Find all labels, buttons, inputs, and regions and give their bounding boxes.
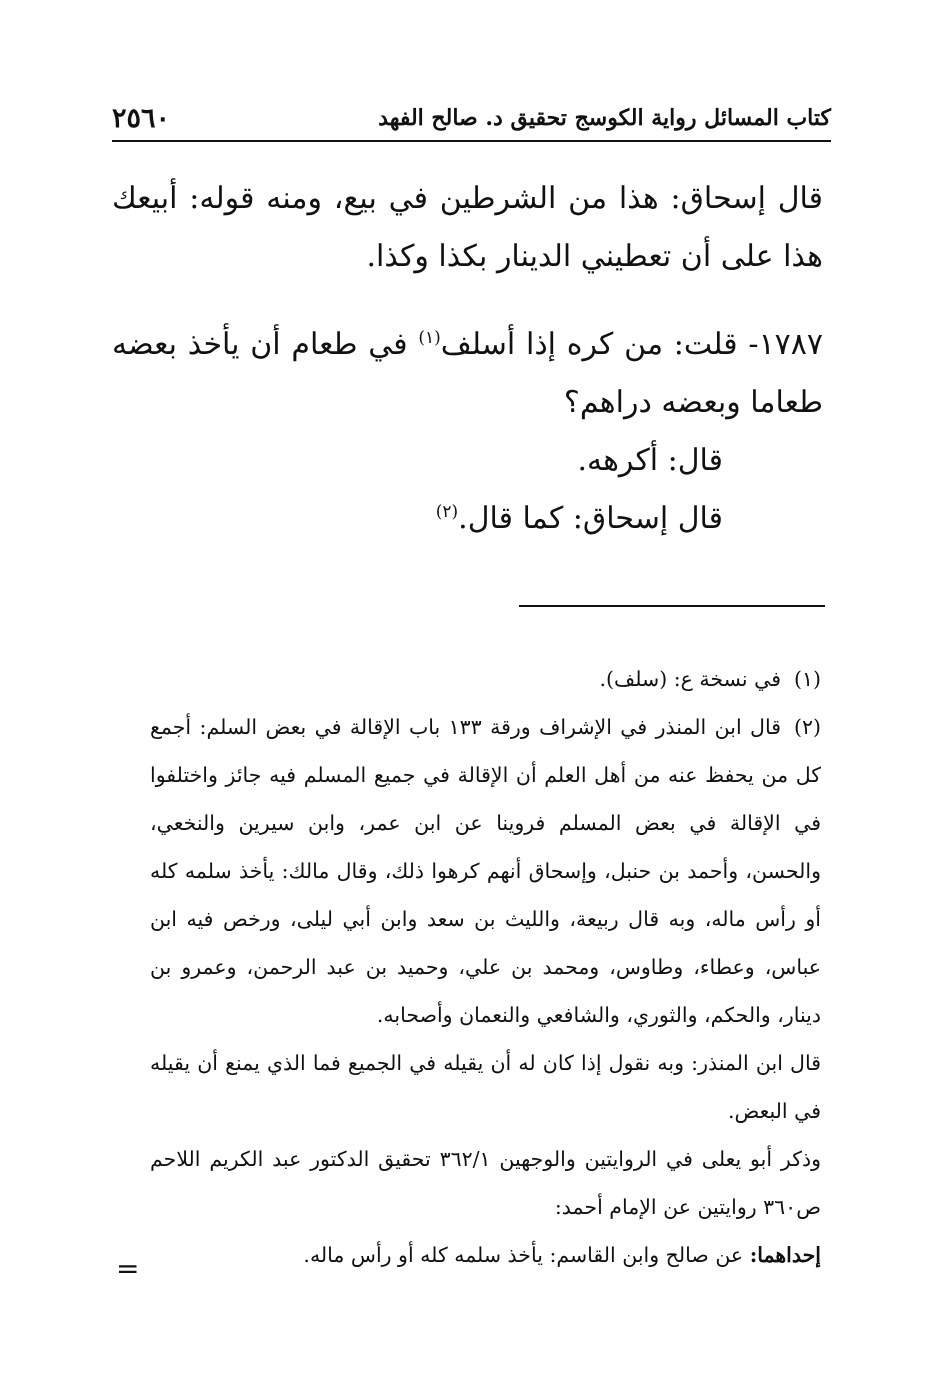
footnote-2-first-text: عن صالح وابن القاسم: يأخذ سلمه كله أو رأس ماله.: [303, 1243, 744, 1267]
page-number: ٢٥٦٠: [112, 102, 171, 134]
footnote-2-first-label: إحداهما:: [749, 1243, 821, 1267]
header-divider: [112, 140, 831, 142]
page-header: [112, 100, 831, 136]
footnotes-section: [150, 655, 821, 1279]
footnote-2-paragraph-2: قال ابن المنذر: وبه نقول إذا كان له أن يقيله في الجميع فما الذي يمنع أن يقيله في البعض.: [150, 1051, 821, 1123]
footnote-2-paragraph-4: [150, 1231, 821, 1279]
footnote-2-number: (٢): [793, 715, 821, 739]
book-title: كتاب المسائل رواية الكوسج تحقيق د. صالح الفهد: [378, 105, 831, 131]
question-text-end: في طعام أن يأخذ بعضه طعاما وبعضه دراهم؟: [112, 327, 823, 420]
main-text: [112, 170, 823, 548]
footnote-ref-2[interactable]: (٢): [435, 502, 459, 522]
ishaq-text: قال إسحاق: كما قال.: [458, 501, 723, 536]
ishaq-paragraph: قال إسحاق: هذا من الشرطين في بيع، ومنه قوله: أبيعك هذا على أن تعطيني الدينار بكذا وكذا.: [112, 181, 823, 274]
entry-1787: [112, 316, 823, 432]
footnote-divider: [519, 605, 825, 607]
footnote-1-text: في نسخة ع: (سلف).: [599, 667, 781, 691]
footnote-ref-1[interactable]: (١): [418, 328, 441, 348]
continuation-mark: =: [116, 1252, 140, 1285]
entry-number: ١٧٨٧-: [748, 327, 824, 362]
answer-line: قال: أكرهه.: [577, 443, 723, 478]
footnote-2-paragraph-3: وذكر أبو يعلى في الروايتين والوجهين ٣٦٢/١ تحقيق الدكتور عبد الكريم اللاحم ص٣٦٠ روايتين عن الإمام أحمد:: [150, 1147, 821, 1219]
question-text-start: قلت: من كره إذا أسلف: [440, 327, 738, 362]
footnote-1: [150, 655, 821, 703]
footnote-1-number: (١): [793, 667, 821, 691]
ishaq-line: [112, 490, 823, 548]
footnote-2: [150, 703, 821, 1039]
footnote-2-text: قال ابن المنذر في الإشراف ورقة ١٣٣ باب الإقالة في بعض السلم: أجمع كل من يحفظ عنه من أهل العلم أن الإقالة في جميع المسلم فيه جائز واختلفوا في الإقالة في بعض المسلم فروينا عن ابن عمر، وابن سيرين والنخعي، والحسن، وأحمد بن حنبل، وإسحاق أنهم كرهوا ذلك، وقال مالك: يأخذ سلمه كله أو رأس ماله، وبه قال ربيعة، والليث بن سعد وابن أبي ليلى، ورخص فيه ابن عباس، وعطاء، وطاوس، ومحمد بن علي، وحميد بن عبد الرحمن، وعمرو بن دينار، والحكم، والثوري، والشافعي والنعمان وأصحابه.: [150, 715, 821, 1027]
